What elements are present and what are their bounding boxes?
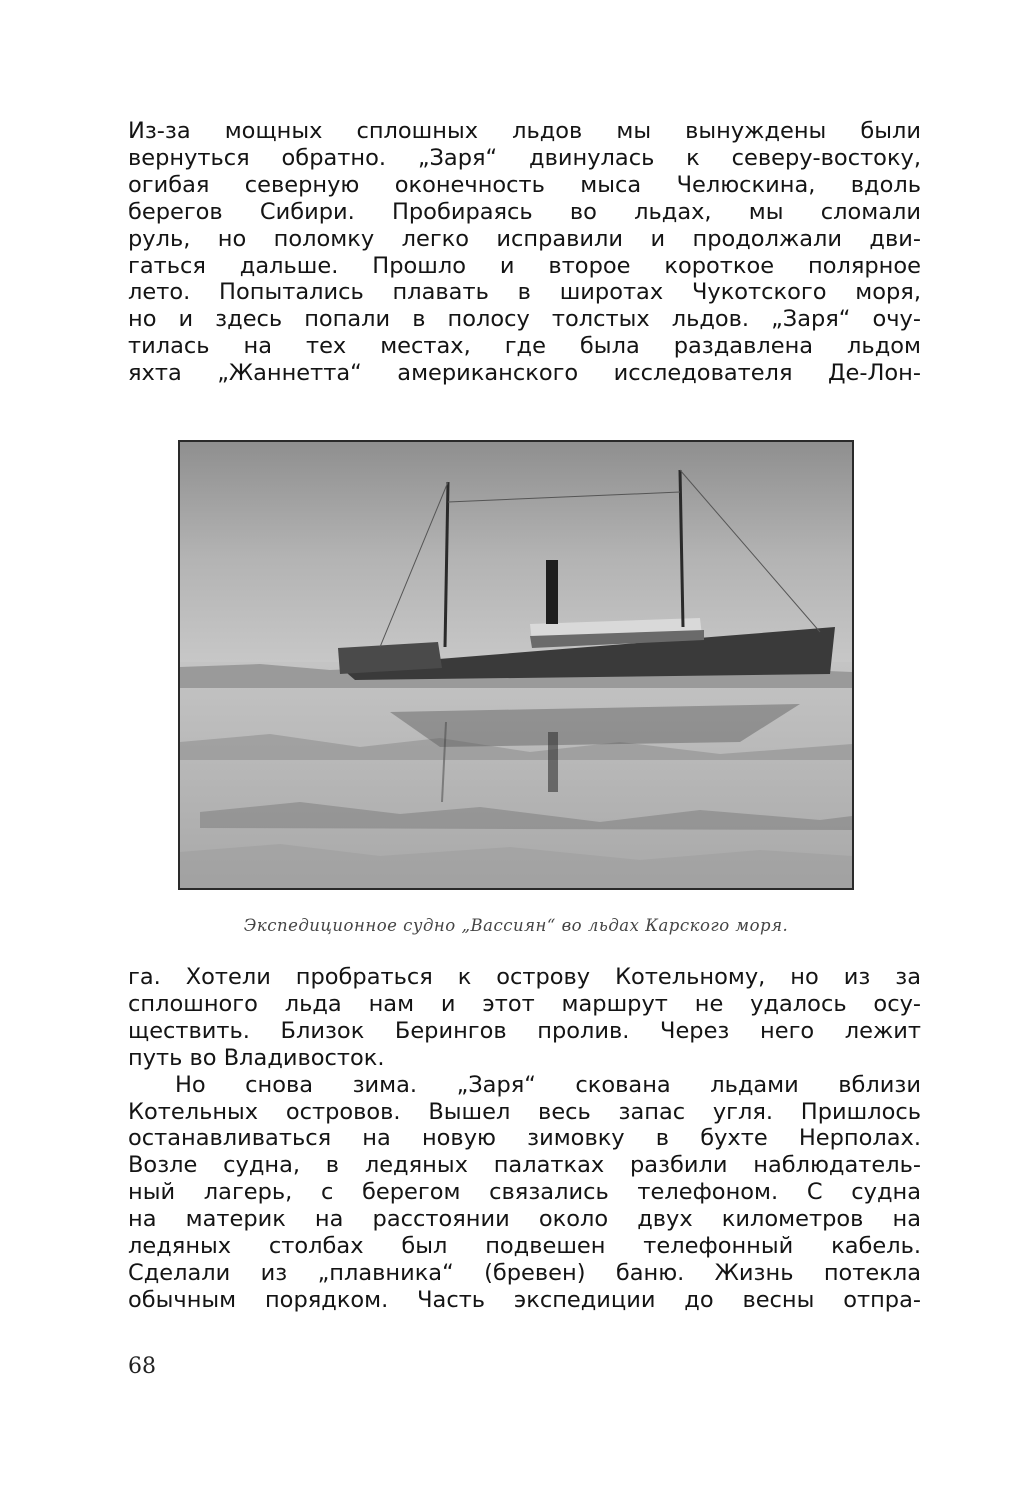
text-line: ледяных столбах был подвешен телефонный кабель. (128, 1233, 921, 1260)
text-line: сплошного льда нам и этот маршрут не удалось осу- (128, 990, 921, 1017)
text-line: тилась на тех местах, где была раздавлена льдом (128, 333, 921, 360)
text-line: но и здесь попали в полосу толстых льдов. „Заря“ очу- (128, 306, 921, 333)
text-line: Из-за мощных сплошных льдов мы вынуждены были (128, 118, 921, 144)
text-line: Котельных островов. Вышел весь запас угля. Пришлось (128, 1098, 921, 1125)
paragraph-bottom (128, 964, 921, 1314)
text-line: ществить. Близок Берингов пролив. Через него лежит (128, 1017, 921, 1044)
text-line: яхта „Жаннетта“ американского исследователя Де-Лон- (128, 360, 921, 387)
page-number: 68 (128, 1354, 156, 1379)
paragraph-top (128, 118, 921, 387)
text-line: лето. Попытались плавать в широтах Чукотского моря, (128, 279, 921, 306)
text-line: ный лагерь, с берегом связались телефоном. С судна (128, 1179, 921, 1206)
text-line: руль, но поломку легко исправили и продолжали дви- (128, 225, 921, 252)
text-line: вернуться обратно. „Заря“ двинулась к северу-востоку, (128, 144, 921, 171)
text-line: га. Хотели пробраться к острову Котельному, но из за (128, 964, 921, 990)
text-line: обычным порядком. Часть экспедиции до весны отпра- (128, 1286, 921, 1313)
figure-caption: Экспедиционное судно „Вассиян“ во льдах Карского моря. (243, 916, 789, 935)
text-line: Но снова зима. „Заря“ скована льдами вблизи (175, 1071, 921, 1098)
text-line: огибая северную оконечность мыса Челюскина, вдоль (128, 171, 921, 198)
text-line: останавливаться на новую зимовку в бухте Нерполах. (128, 1125, 921, 1152)
text-line: на материк на расстоянии около двух километров на (128, 1206, 921, 1233)
ship-in-ice-photo (178, 440, 854, 890)
text-line: путь во Владивосток. (128, 1044, 385, 1071)
text-line: Возле судна, в ледяных палатках разбили наблюдатель- (128, 1152, 921, 1179)
text-line: берегов Сибири. Пробираясь во льдах, мы сломали (128, 198, 921, 225)
text-line: Сделали из „плавника“ (бревен) баню. Жизнь потекла (128, 1259, 921, 1286)
text-line: гаться дальше. Прошло и второе короткое полярное (128, 252, 921, 279)
